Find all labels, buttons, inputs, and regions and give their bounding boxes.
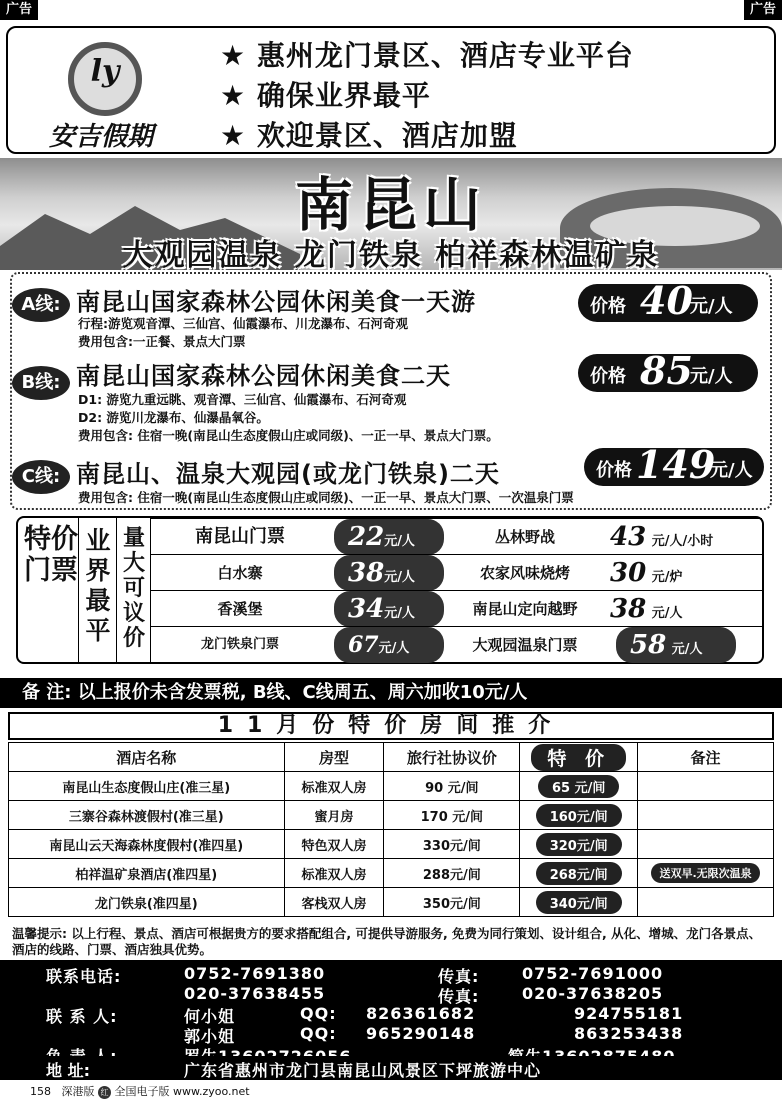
fax-label-2: 传真: [438, 987, 480, 1006]
phone-2: 020-37638455 [184, 984, 326, 1003]
route-b-line-1: D1: 游览九重远眺、观音潭、三仙宫、仙霞瀑布、石河奇观 [78, 392, 407, 407]
agency-price: 90 元/间 [384, 772, 520, 801]
price-unit: 元/人 [690, 366, 733, 387]
price-label: 价格 [590, 296, 626, 317]
ad-tag-right: 广告 [744, 0, 782, 20]
route-a-line-2: 费用包含:一正餐、景点大门票 [78, 334, 246, 349]
hotel-note: 送双早.无限次温泉 [638, 859, 774, 888]
brand-name: 安吉假期 [48, 122, 153, 152]
route-c-line-1: 费用包含: 住宿一晚(南昆山生态度假山庄或同级)、一正一早、景点大门票、一次温泉门票 [78, 490, 574, 505]
table-row [9, 772, 774, 801]
qq-1b: 924755181 [574, 1004, 684, 1023]
ticket-price: 43 元/人/小时 [610, 522, 714, 552]
ticket-label-bulk: 量大可议价 [122, 526, 145, 651]
header-note: 备注 [638, 743, 774, 772]
agency-price: 170 元/间 [384, 801, 520, 830]
header-special: 特 价 [520, 743, 638, 772]
ticket-name: 龙门铁泉门票 [200, 637, 279, 652]
route-b-price-badge [578, 348, 758, 393]
fax-1: 0752-7691000 [522, 964, 664, 983]
person-label: 联 系 人: [46, 1007, 118, 1026]
ticket-name: 大观园温泉门票 [472, 636, 578, 654]
edition: 深港版 [61, 1085, 95, 1098]
ticket-price: 34元/人 [334, 591, 444, 627]
header-agency-price: 旅行社协议价 [384, 743, 520, 772]
special-price: 160元/间 [520, 801, 638, 830]
hotel-name: 南昆山生态度假山庄(准三星) [9, 772, 285, 801]
route-c-title: 南昆山、温泉大观园(或龙门铁泉)二天 [76, 460, 500, 488]
remark: 备 注: 以上报价未含发票税, B线、C线周五、周六加收10元/人 [0, 678, 782, 708]
fax-label-1: 传真: [438, 967, 480, 986]
ticket-name: 南昆山门票 [195, 526, 285, 547]
room-type: 标准双人房 [284, 859, 384, 888]
page-subtitle: 大观园温泉 龙门铁泉 柏祥森林温矿泉 [122, 238, 660, 270]
fax-2: 020-37638205 [522, 984, 664, 1003]
table-row [9, 801, 774, 830]
route-c-tag: C线: [12, 460, 70, 494]
qq-2: 965290148 [366, 1024, 476, 1043]
header-box [6, 26, 776, 154]
special-price: 268元/间 [520, 859, 638, 888]
table-row [9, 888, 774, 917]
price-unit: 元/人 [710, 460, 753, 481]
site-link[interactable]: 全国电子版 www.zyoo.net [114, 1085, 250, 1098]
route-c-price-badge [584, 442, 764, 487]
hotel-name: 三寨谷森林渡假村(准三星) [9, 801, 285, 830]
ad-tag-left: 广告 [0, 0, 38, 20]
price-label: 价格 [590, 366, 626, 387]
room-type: 标准双人房 [284, 772, 384, 801]
room-type: 蜜月房 [284, 801, 384, 830]
tour-routes [10, 272, 772, 510]
route-b-line-2: D2: 游览川龙瀑布、仙瀑晶氧谷。 [78, 410, 269, 425]
route-a-tag: A线: [12, 288, 70, 322]
hotel-section-title: 11月份特价房间推介 [8, 712, 774, 740]
hotel-name: 龙门铁泉(准四星) [9, 888, 285, 917]
route-b-line-3: 费用包含: 住宿一晚(南昆山生态度假山庄或同级)、一正一早、景点大门票。 [78, 428, 499, 443]
table-row [9, 859, 774, 888]
edition-badge-icon: 红 [98, 1086, 111, 1099]
ticket-name: 香溪堡 [217, 600, 263, 618]
phone-1: 0752-7691380 [184, 964, 326, 983]
ticket-row [150, 590, 762, 626]
route-a-price-badge [578, 278, 758, 323]
hotel-name: 南昆山云天海森林度假村(准四星) [9, 830, 285, 859]
person-2: 郭小姐 [184, 1027, 236, 1046]
footer [30, 1083, 250, 1099]
brand-logo [26, 36, 176, 152]
hotel-note [638, 772, 774, 801]
agency-price: 330元/间 [384, 830, 520, 859]
ticket-name: 农家风味烧烤 [479, 564, 570, 582]
person-1: 何小姐 [184, 1007, 236, 1026]
address-bar [0, 1056, 782, 1080]
special-price: 340元/间 [520, 888, 638, 917]
ticket-price: 22元/人 [334, 519, 444, 555]
price-label: 价格 [596, 460, 632, 481]
phone-label: 联系电话: [46, 967, 122, 986]
ticket-name: 南昆山定向越野 [472, 600, 578, 618]
ticket-price: 38元/人 [334, 555, 444, 591]
price-unit: 元/人 [690, 296, 733, 317]
special-price: 320元/间 [520, 830, 638, 859]
banner [0, 158, 782, 270]
room-type: 客栈双人房 [284, 888, 384, 917]
page-title: 南昆山 [294, 171, 487, 239]
price-value: 85 [640, 348, 693, 393]
ticket-table [16, 516, 764, 664]
address: 广东省惠州市龙门县南昆山风景区下坪旅游中心 [184, 1061, 542, 1080]
slogan-3: ★ 欢迎景区、酒店加盟 [220, 119, 518, 152]
slogan-1: ★ 惠州龙门景区、酒店专业平台 [220, 39, 634, 72]
ticket-name: 白水寨 [217, 564, 263, 582]
ticket-price: 30 元/炉 [610, 558, 683, 588]
slogan-2: ★ 确保业界最平 [220, 79, 431, 112]
agency-price: 288元/间 [384, 859, 520, 888]
ticket-label-lowest: 业界最平 [85, 526, 111, 645]
route-b-tag: B线: [12, 366, 70, 400]
route-a-title: 南昆山国家森林公园休闲美食一天游 [76, 288, 476, 316]
route-a-line-1: 行程:游览观音潭、三仙宫、仙霞瀑布、川龙瀑布、石河奇观 [78, 316, 408, 331]
tip-text: 温馨提示: 以上行程、景点、酒店可根据贵方的要求搭配组合, 可提供导游服务, 免费为同行策划、设计组合, 从化、增城、龙门各景点、酒店的线路、门票、酒店独具优势。 [12, 926, 762, 957]
ticket-label-special: 特价门票 [24, 524, 78, 586]
qq-label-1: QQ: [300, 1004, 337, 1023]
room-type: 特色双人房 [284, 830, 384, 859]
price-value: 149 [636, 442, 716, 487]
hotel-header-row [9, 743, 774, 772]
price-value: 40 [640, 278, 693, 323]
hotel-note [638, 888, 774, 917]
hotel-note [638, 830, 774, 859]
qq-label-2: QQ: [300, 1024, 337, 1043]
ticket-row [150, 554, 762, 590]
ticket-price: 58 元/人 [616, 627, 736, 663]
address-label: 地 址: [46, 1061, 90, 1080]
header-hotel-name: 酒店名称 [9, 743, 285, 772]
ticket-row [150, 626, 762, 662]
special-price: 65 元/间 [520, 772, 638, 801]
ticket-row [150, 518, 762, 554]
hotel-note [638, 801, 774, 830]
hotel-table [8, 742, 774, 917]
logo-mark: ly [90, 54, 120, 89]
page-number: 158 [30, 1085, 51, 1098]
agency-price: 350元/间 [384, 888, 520, 917]
ticket-name: 丛林野战 [494, 528, 555, 546]
ticket-price: 67元/人 [334, 627, 444, 663]
qq-2b: 863253438 [574, 1024, 684, 1043]
header-room-type: 房型 [284, 743, 384, 772]
qq-1: 826361682 [366, 1004, 476, 1023]
hotel-name: 柏祥温矿泉酒店(准四星) [9, 859, 285, 888]
table-row [9, 830, 774, 859]
route-b-title: 南昆山国家森林公园休闲美食二天 [76, 362, 451, 390]
ticket-price: 38 元/人 [610, 594, 683, 624]
